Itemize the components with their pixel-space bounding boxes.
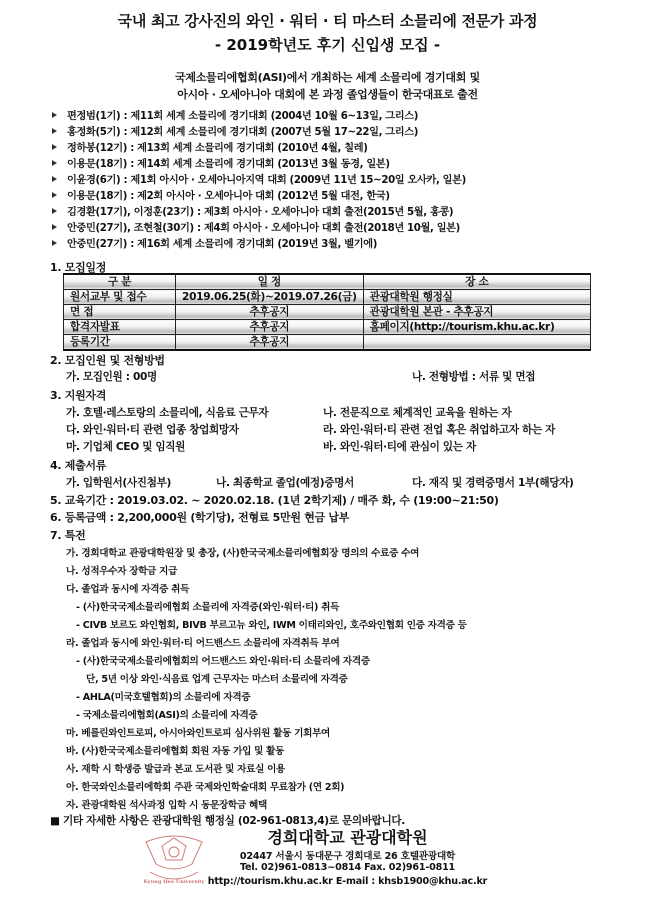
bullet-triangle-icon [52,112,57,118]
table-cell: 관광대학원 본관 - 추후공지 [363,305,590,320]
table-row [64,305,591,320]
table-cell: 등록기간 [64,335,176,351]
eligibility-item: 바. 와인·워터·티에 관심이 있는 자 [323,441,476,453]
homepage-link[interactable]: 홈페이지(http://tourism.khu.ac.kr) [363,320,590,335]
column-header-location: 장 소 [363,274,590,290]
column-header-schedule: 일 정 [176,274,364,290]
contact-notice: ■ 기타 자세한 사항은 관광대학원 행정실 (02-961-0813,4)로 문의바랍니다. [50,815,405,827]
benefit-item: 다. 졸업과 동시에 자격증 취득 [66,584,190,595]
benefit-subitem: - 국제소믈리에협회(ASI)의 소믈리에 자격증 [76,710,258,721]
benefit-item: 마. 베를린와인트로피, 아시아와인트로피 심사위원 활동 기회부여 [66,728,331,739]
section-recruitment-heading: 2. 모집인원 및 전형방법 [50,354,165,367]
svg-text:Kyung Hee University: Kyung Hee University [143,879,205,885]
document-item: 가. 입학원서(사진첨부) [66,477,171,489]
recruitment-count: 가. 모집인원 : 00명 [66,371,157,383]
benefit-item: 라. 졸업과 동시에 와인·워터·티 어드밴스드 소믈리에 자격취득 부여 [66,638,340,649]
eligibility-item: 가. 호텔·레스토랑의 소믈리에, 식음료 근무자 [66,407,269,419]
achievement-item: 안중민(27기) : 제16회 세계 소믈리에 경기대회 (2019년 3월, 벨기에) [52,237,377,253]
achievement-item: 이윤경(6기) : 제1회 아시아 · 오세아니아지역 대회 (2009년 11년 15~20일 오사카, 일본) [52,173,466,189]
benefit-item: 나. 성적우수자 장학금 지급 [66,566,178,577]
achievement-item: 편정범(1기) : 제11회 세계 소믈리에 경기대회 (2004년 10월 6~13일, 그리스) [52,109,418,125]
schedule-table [63,273,591,351]
column-header-category: 구 분 [64,274,176,290]
benefit-item: 자. 관광대학원 석사과정 입학 시 동문장학금 혜택 [66,800,267,811]
table-cell: 면 접 [64,305,176,320]
selection-method: 나. 전형방법 : 서류 및 면접 [412,371,536,383]
table-cell: 추후공지 [176,320,364,335]
bullet-triangle-icon [52,208,57,214]
achievement-item: 안중민(27기), 조현철(30기) : 제4회 아시아 · 오세아니아 대회 출전(2018년 10월, 일본) [52,221,460,237]
table-cell [363,335,590,351]
section-benefits-heading: 7. 특전 [50,529,86,542]
benefit-item: 아. 한국와인소믈리에학회 주관 국제와인학술대회 무료참가 (연 2회) [66,782,345,793]
benefit-note: 단, 5년 이상 와인·식음료 업계 근무자는 마스터 소믈리에 자격증 [86,674,348,685]
table-cell: 원서교부 및 접수 [64,290,176,305]
table-row [64,335,591,351]
institution-phone: Tel. 02)961-0813~0814 Fax. 02)961-0811 [239,862,456,873]
table-cell: 추후공지 [176,305,364,320]
achievement-item: 김경환(17기), 이정훈(23기) : 제3회 아시아 · 오세아니아 대회 출전(2015년 5월, 홍콩) [52,205,453,221]
benefit-subitem: - (사)한국국제소믈리에협회의 어드밴스드 와인·워터·티 소믈리에 자격증 [76,656,370,667]
institution-web-email[interactable]: http://tourism.khu.ac.kr E-mail : khsb1900@khu.ac.kr [207,876,488,887]
benefit-subitem: - AHLA(미국호텔협회)의 소믈리에 자격증 [76,692,251,703]
benefit-subitem: - CIVB 보르도 와인협회, BIVB 부르고뉴 와인, IWM 이태리와인, 호주와인협회 인증 자격증 등 [76,620,467,631]
section-documents-heading: 4. 제출서류 [50,459,107,472]
institution-name: 경희대학교 관광대학원 [267,828,428,847]
section-tuition: 6. 등록금액 : 2,200,000원 (학기당), 전형료 5만원 현금 납부 [50,511,350,524]
bullet-triangle-icon [52,240,57,246]
table-cell: 2019.06.25(화)~2019.07.26(금) [176,290,364,305]
eligibility-item: 마. 기업체 CEO 및 임직원 [66,441,186,453]
achievement-item: 정하봉(12기) : 제13회 세계 소믈리에 경기대회 (2010년 4월, 칠레) [52,141,368,157]
bullet-triangle-icon [52,224,57,230]
section-schedule-heading: 1. 모집일정 [50,261,107,274]
benefit-subitem: - (사)한국국제소믈리에협회 소믈리에 자격증(와인·워터·티) 취득 [76,602,340,613]
table-cell: 합격자발표 [64,320,176,335]
bullet-triangle-icon [52,144,57,150]
benefit-item: 바. (사)한국국제소믈리에협회 회원 자동 가입 및 활동 [66,746,285,757]
achievement-item: 홍정화(5기) : 제12회 세계 소믈리에 경기대회 (2007년 5월 17~22일, 그리스) [52,125,418,141]
achievement-item: 이용문(18기) : 제2회 아시아 · 오세아니아 대회 (2012년 5월 대전, 한국) [52,189,390,205]
table-row [64,290,591,305]
page-subtitle: - 2019학년도 후기 신입생 모집 - [214,36,441,54]
benefit-item: 사. 재학 시 학생증 발급과 본교 도서관 및 자료실 이용 [66,764,286,775]
institution-address: 02447 서울시 동대문구 경희대로 26 호텔관광대학 [239,851,456,862]
page-title: 국내 최고 강사진의 와인 · 워터 · 티 마스터 소믈리에 전문가 과정 [117,12,538,30]
benefit-item: 가. 경희대학교 관광대학원장 및 총장, (사)한국국제소믈리에협회장 명의의 수료증 수여 [66,548,420,559]
section-education-period: 5. 교육기간 : 2019.03.02. ~ 2020.02.18. (1년 2학기제) / 매주 화, 수 (19:00~21:50) [50,494,499,507]
intro-line-1: 국제소믈리에협회(ASI)에서 개최하는 세계 소믈리에 경기대회 및 [175,71,480,84]
document-item: 나. 최종학교 졸업(예정)증명서 [216,477,354,489]
bullet-triangle-icon [52,160,57,166]
eligibility-item: 라. 와인·워터·티 관련 전업 혹은 취업하고자 하는 자 [323,424,556,436]
bullet-triangle-icon [52,128,57,134]
section-eligibility-heading: 3. 지원자격 [50,389,107,402]
table-header-row [64,274,591,290]
eligibility-item: 다. 와인·워터·티 관련 업종 창업희망자 [66,424,239,436]
eligibility-item: 나. 전문직으로 체계적인 교육을 원하는 자 [323,407,512,419]
intro-line-2: 아시아 · 오세아니아 대회에 본 과정 졸업생들이 한국대표로 출전 [177,88,478,101]
document-item: 다. 재직 및 경력증명서 1부(해당자) [412,477,574,489]
table-row [64,320,591,335]
table-cell: 관광대학원 행정실 [363,290,590,305]
achievement-item: 이용문(18기) : 제14회 세계 소믈리에 경기대회 (2013년 3월 동경, 일본) [52,157,390,173]
bullet-triangle-icon [52,192,57,198]
table-cell: 추후공지 [176,335,364,351]
bullet-triangle-icon [52,176,57,182]
